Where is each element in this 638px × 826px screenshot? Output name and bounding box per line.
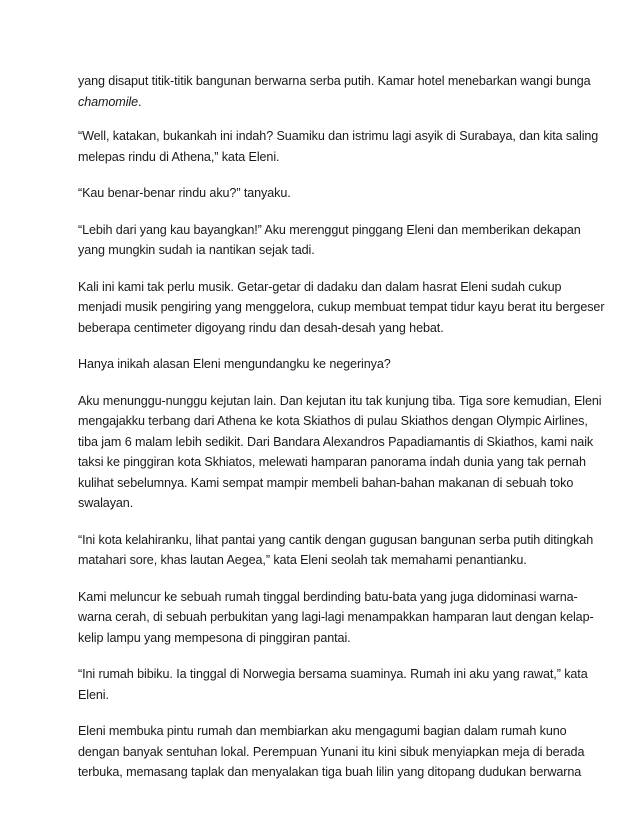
text-line: “Kau benar-benar rindu aku?” tanyaku. <box>78 186 291 200</box>
body-text <box>78 71 605 799</box>
text-line: Kami meluncur ke sebuah rumah tinggal berdinding batu-bata yang juga didominasi warna- <box>78 589 578 604</box>
text-line: beberapa centimeter digoyang rindu dan desah-desah yang hebat. <box>78 320 444 335</box>
italic-word: chamomile <box>78 94 138 109</box>
text-line: mengajakku terbang dari Athena ke kota Skiathos di pulau Skiathos dengan Olympic Airlines, <box>78 414 588 428</box>
text-line: “Ini rumah bibiku. Ia tinggal di Norwegia bersama suaminya. Rumah ini aku yang rawat,” kata <box>78 667 588 681</box>
text-line: Eleni membuka pintu rumah dan membiarkan aku mengagumi bagian dalam rumah kuno <box>78 724 567 738</box>
paragraph <box>78 220 581 261</box>
text-line: dengan banyak sentuhan lokal. Perempuan Yunani itu kini sibuk menyiapkan meja di berada <box>78 744 585 759</box>
punctuation: . <box>138 94 142 109</box>
text-line: Kali ini kami tak perlu musik. Getar-getar di dadaku dan dalam hasrat Eleni sudah cukup <box>78 279 562 294</box>
paragraph <box>78 587 594 649</box>
text-line: terbuka, memasang taplak dan menyalakan tiga buah lilin yang ditopang dudukan berwarna <box>78 765 582 779</box>
text-line: melepas rindu di Athena,” kata Eleni. <box>78 149 280 164</box>
text-line: taksi ke pinggiran kota Skhiatos, melewati hamparan panorama indah dunia yang tak pernah <box>78 455 586 469</box>
paragraph <box>78 354 568 375</box>
paragraph <box>78 391 602 514</box>
text-line <box>78 92 568 113</box>
paragraph <box>78 721 585 783</box>
text-line: “Lebih dari yang kau bayangkan!” Aku merenggut pinggang Eleni dan memberikan dekapan <box>78 222 581 237</box>
text-line: yang disaput titik-titik bangunan berwarna serba putih. Kamar hotel menebarkan wangi bunga <box>78 74 591 88</box>
text-line: Eleni. <box>78 687 109 702</box>
text-line: swalayan. <box>78 496 134 510</box>
text-line: kulihat sebelumnya. Kami sempat mampir membeli bahan-bahan makanan di sebuah toko <box>78 475 574 490</box>
text-line: matahari sore, khas lautan Aegea,” kata Eleni seolah tak memahami penantianku. <box>78 553 527 567</box>
text-line: menjadi musik pengiring yang menggelora, cukup membuat tempat tidur kayu berat itu bergeser <box>78 300 605 314</box>
text-line: tiba jam 6 malam lebih sedikit. Dari Bandara Alexandros Papadiamantis di Skiathos, kami naik <box>78 434 594 449</box>
paragraph <box>78 664 588 705</box>
paragraph <box>78 530 594 571</box>
paragraph <box>78 183 568 204</box>
paragraph <box>78 277 605 339</box>
text-line: “Ini kota kelahiranku, lihat pantai yang cantik dengan gugusan bangunan serba putih ditingkah <box>78 532 594 547</box>
text-line: “Well, katakan, bukankah ini indah? Suamiku dan istrimu lagi asyik di Surabaya, dan kita saling <box>78 129 599 143</box>
text-line: Aku menunggu-nunggu kejutan lain. Dan kejutan itu tak kunjung tiba. Tiga sore kemudian, Eleni <box>78 393 602 408</box>
text-line: kelip lampu yang mempesona di pinggiran pantai. <box>78 630 351 645</box>
paragraph <box>78 71 591 112</box>
paragraph <box>78 126 599 167</box>
text-line: warna cerah, di sebuah perbukitan yang lagi-lagi menampakkan hamparan laut dengan kelap- <box>78 610 594 624</box>
text-line: yang mungkin sudah ia nantikan sejak tadi. <box>78 243 315 257</box>
text-line: Hanya inikah alasan Eleni mengundangku ke negerinya? <box>78 357 391 371</box>
